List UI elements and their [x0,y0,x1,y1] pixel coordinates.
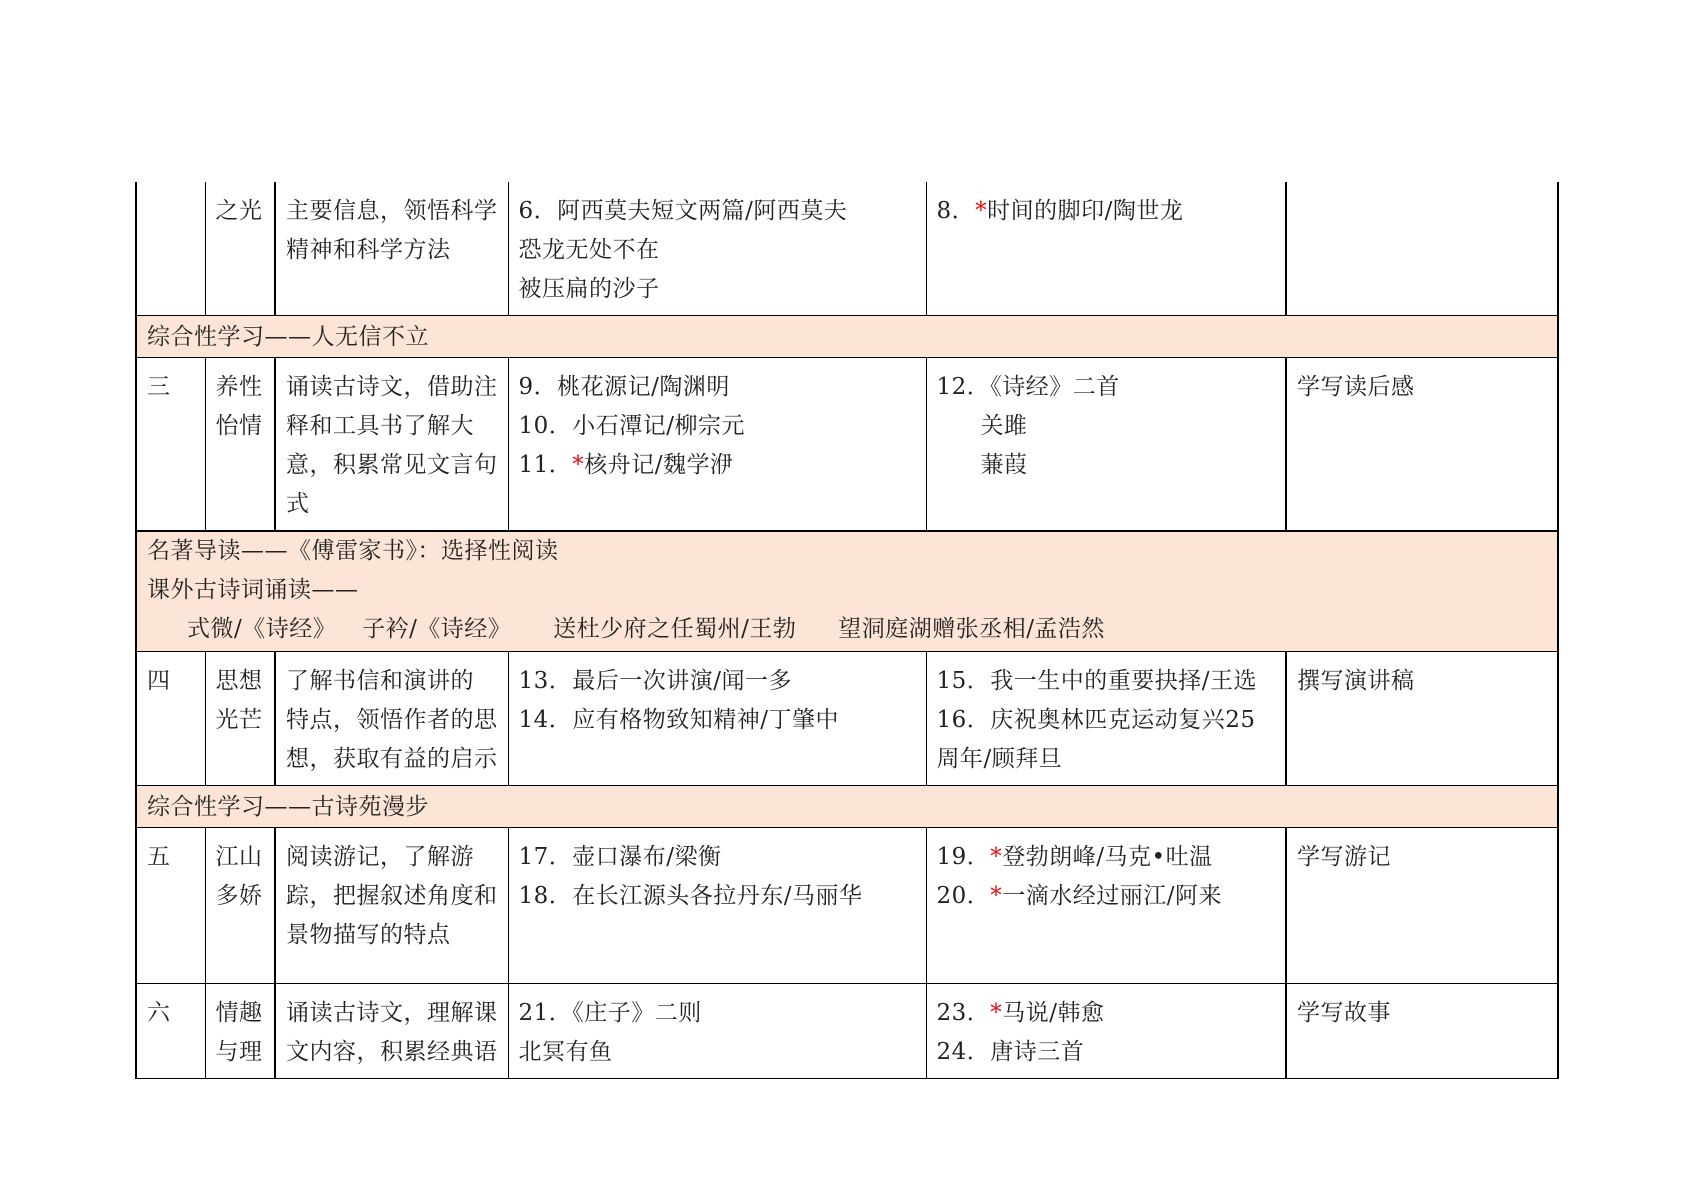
unit-row-2 [136,182,1558,316]
extra-poems-title: 课外古诗词诵读—— [147,577,359,603]
unit-goal-cell: 主要信息，领悟科学 精神和科学方法 [275,182,508,316]
unit-goal-cell: 阅读游记，了解游 踪，把握叙述角度和 景物描写的特点 [275,828,508,984]
curriculum-table [135,182,1559,1079]
section-row-comprehensive-2 [136,786,1558,828]
self-reading-cell: 23．*马说/韩愈 24．唐诗三首 [926,984,1286,1079]
asterisk-mark: * [990,883,1003,909]
unit-goal-cell: 诵读古诗文，借助注 释和工具书了解大 意，积累常见文言句 式 [275,358,508,532]
section-title: 综合性学习——人无信不立 [136,316,1558,358]
writing-cell: 学写读后感 [1286,358,1558,532]
unit-number-cell [136,182,205,316]
guided-reading-cell: 17．壶口瀑布/梁衡 18．在长江源头各拉丹东/马丽华 [508,828,926,984]
unit-number-cell: 四 [136,652,205,786]
writing-cell [1286,182,1558,316]
writing-cell: 学写故事 [1286,984,1558,1079]
guided-reading-cell: 9．桃花源记/陶渊明 10．小石潭记/柳宗元 11．*核舟记/魏学洢 [508,358,926,532]
section-content [136,531,1558,652]
extra-poems-list: 式微/《诗经》 子衿/《诗经》 送杜少府之任蜀州/王勃 望洞庭湖赠张丞相/孟浩然 [187,616,1105,642]
asterisk-mark: * [990,1000,1003,1026]
unit-theme-cell: 养性怡情 [205,358,275,532]
writing-cell: 撰写演讲稿 [1286,652,1558,786]
self-reading-cell: 8．*时间的脚印/陶世龙 [926,182,1286,316]
asterisk-mark: * [990,844,1003,870]
self-reading-cell: 12．《诗经》二首 关雎 蒹葭 [926,358,1286,532]
unit-theme-cell: 江山多娇 [205,828,275,984]
unit-number-cell: 五 [136,828,205,984]
self-reading-cell: 19．*登勃朗峰/马克•吐温 20．*一滴水经过丽江/阿来 [926,828,1286,984]
section-title: 综合性学习——古诗苑漫步 [136,786,1558,828]
unit-number-cell: 三 [136,358,205,532]
self-reading-cell: 15．我一生中的重要抉择/王选 16．庆祝奥林匹克运动复兴25 周年/顾拜旦 [926,652,1286,786]
unit-row-5 [136,828,1558,984]
unit-row-4 [136,652,1558,786]
classics-guide: 名著导读——《傅雷家书》：选择性阅读 [147,538,559,564]
unit-goal-cell: 了解书信和演讲的 特点，领悟作者的思 想，获取有益的启示 [275,652,508,786]
guided-reading-cell: 13．最后一次讲演/闻一多 14．应有格物致知精神/丁肇中 [508,652,926,786]
unit-theme-cell: 之光 [205,182,275,316]
unit-row-6 [136,984,1558,1079]
unit-theme-cell: 思想光芒 [205,652,275,786]
asterisk-mark: * [975,198,988,224]
guided-reading-cell: 21．《庄子》二则 北冥有鱼 [508,984,926,1079]
unit-row-3 [136,358,1558,532]
guided-reading-cell: 6．阿西莫夫短文两篇/阿西莫夫 恐龙无处不在 被压扁的沙子 [508,182,926,316]
writing-cell: 学写游记 [1286,828,1558,984]
section-row-comprehensive-1 [136,316,1558,358]
unit-number-cell: 六 [136,984,205,1079]
section-row-classics [136,531,1558,652]
unit-goal-cell: 诵读古诗文，理解课 文内容，积累经典语 [275,984,508,1079]
unit-theme-cell: 情趣与理 [205,984,275,1079]
asterisk-mark: * [572,452,585,478]
